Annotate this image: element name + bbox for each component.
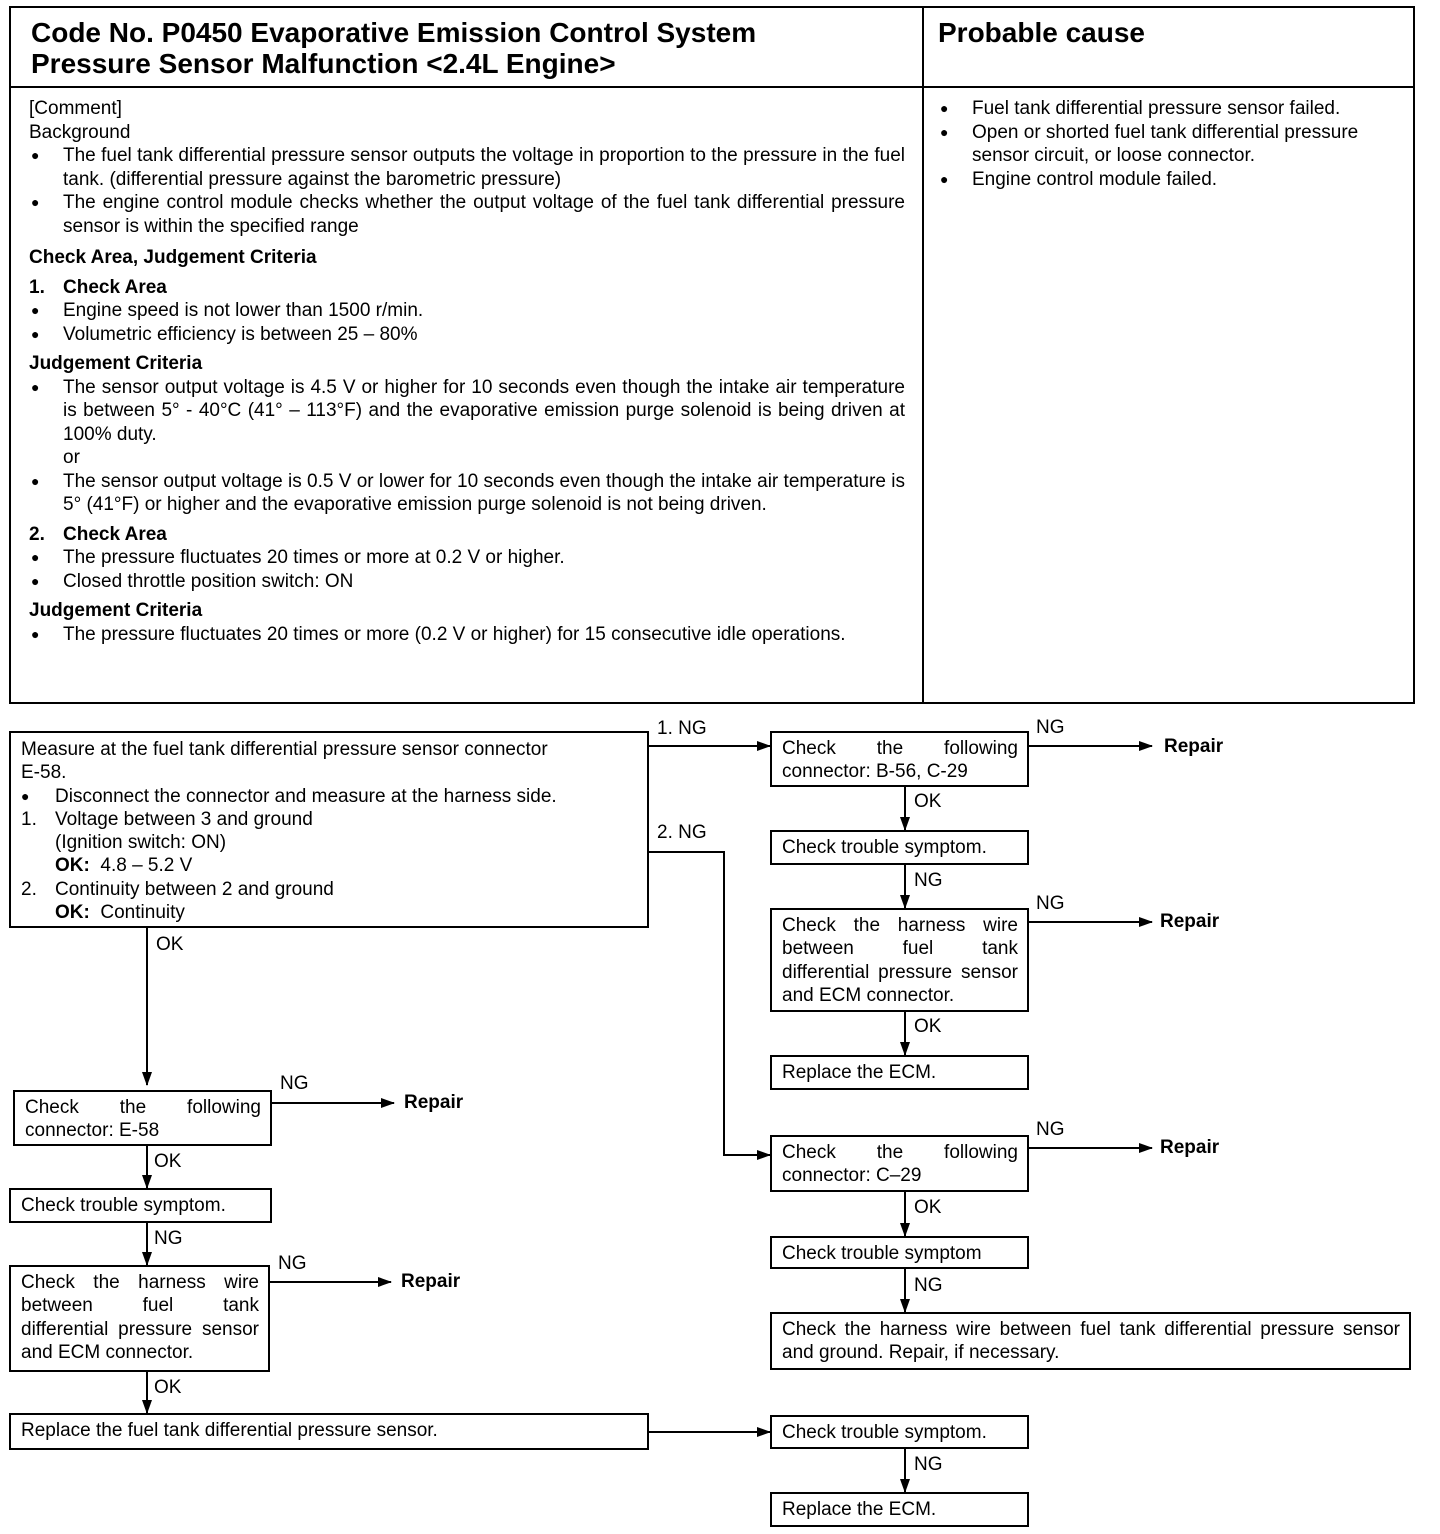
item-number: 1.: [29, 276, 45, 298]
list-item: ● Closed throttle position switch: ON: [29, 570, 905, 594]
step-ok: [55, 901, 638, 924]
item1-check-list: [29, 299, 905, 346]
comment-label: [Comment]: [29, 98, 122, 119]
ok-label: OK:: [55, 855, 90, 877]
column-divider: [922, 8, 924, 702]
check-harness-ground-box: Check the harness wire between fuel tank differential pressure sensor and ground. Repair, if necessary.: [770, 1312, 1411, 1370]
ok-label: OK: [154, 1377, 182, 1398]
check-trouble-symptom-box: Check trouble symptom.: [9, 1188, 272, 1223]
check-trouble-symptom-box: Check trouble symptom.: [770, 1415, 1029, 1449]
list-item: ● The sensor output voltage is 0.5 V or lower for 10 seconds even though the intake air temperature is 5° (41°F) or higher and the evaporative emission purge solenoid is not being driven.: [29, 470, 905, 517]
diagnostic-table: [9, 6, 1415, 704]
check-harness-ecm-box: Check the harness wire between fuel tank differential pressure sensor and ECM connector.: [9, 1265, 270, 1372]
step-text: Continuity between 2 and ground: [55, 878, 334, 900]
check-area-label: Check Area: [63, 523, 167, 545]
ng-label: NG: [280, 1073, 309, 1094]
item2-judgement-list: [29, 623, 905, 647]
measure-bullet: ● Disconnect the connector and measure at the harness side.: [21, 785, 638, 808]
check-connector-e58-box: Check the following connector: E-58: [13, 1090, 272, 1146]
check-trouble-symptom-box: Check trouble symptom: [770, 1236, 1029, 1269]
replace-ecm-box: Replace the ECM.: [770, 1492, 1029, 1527]
repair-label: Repair: [1164, 736, 1224, 757]
ng-label: NG: [914, 1275, 943, 1296]
ng-label: NG: [1036, 1119, 1065, 1140]
list-item: ● Open or shorted fuel tank differential pressure sensor circuit, or loose connector.: [938, 121, 1408, 168]
measure-step-1: [21, 808, 638, 878]
list-item: ● Engine speed is not lower than 1500 r/min.: [29, 299, 905, 323]
measure-step-box: [9, 731, 649, 928]
background-label: Background: [29, 121, 131, 143]
or-label: or: [63, 447, 80, 468]
measure-instruction: Measure at the fuel tank differential pressure sensor connector E-58.: [21, 739, 548, 784]
code-title-line1: Code No. P0450 Evaporative Emission Control System: [31, 17, 757, 48]
ok-label: OK: [914, 1016, 942, 1037]
replace-ecm-box: Replace the ECM.: [770, 1055, 1029, 1090]
item1-judgement-list-b: [29, 470, 905, 517]
ng-label: NG: [914, 870, 943, 891]
ng-label: NG: [914, 1454, 943, 1475]
list-item: ● Engine control module failed.: [938, 168, 1408, 192]
probable-cause-section: [938, 97, 1408, 191]
ng-label: NG: [1036, 893, 1065, 914]
check-area-label: Check Area: [63, 276, 167, 298]
ng-label: NG: [154, 1228, 183, 1249]
repair-label: Repair: [1160, 1137, 1220, 1158]
ok-label: OK: [914, 1197, 942, 1218]
list-item: ● Fuel tank differential pressure sensor failed.: [938, 97, 1408, 121]
ng-label: NG: [1036, 717, 1065, 738]
item1-heading: [29, 276, 905, 300]
list-item: ● The pressure fluctuates 20 times or more at 0.2 V or higher.: [29, 546, 905, 570]
check-connector-b56-c29-box: Check the following connector: B-56, C-29: [770, 731, 1029, 787]
check-harness-ecm-box: Check the harness wire between fuel tank differential pressure sensor and ECM connector.: [770, 908, 1029, 1012]
ok-value: 4.8 – 5.2 V: [100, 855, 193, 877]
step-number: 2.: [21, 878, 37, 900]
branch-label-2-ng: 2. NG: [657, 822, 707, 843]
repair-label: Repair: [404, 1092, 464, 1113]
ok-label: OK:: [55, 902, 90, 924]
header-divider: [11, 86, 1413, 88]
item1-judgement-list-a: [29, 376, 905, 447]
repair-label: Repair: [401, 1271, 461, 1292]
ok-label: OK: [154, 1151, 182, 1172]
ok-label: OK: [914, 791, 942, 812]
comment-section: [29, 97, 905, 646]
replace-sensor-box: Replace the fuel tank differential pressure sensor.: [9, 1413, 649, 1450]
ok-value: Continuity: [100, 902, 185, 924]
ng-label: NG: [278, 1253, 307, 1274]
ok-label: OK: [156, 934, 184, 955]
step-condition: (Ignition switch: ON): [55, 832, 227, 854]
list-item: ● Volumetric efficiency is between 25 – 80%: [29, 323, 905, 347]
judgement-label: Judgement Criteria: [29, 600, 203, 621]
step-text: Voltage between 3 and ground: [55, 808, 313, 830]
judgement-label: Judgement Criteria: [29, 353, 203, 374]
item2-check-list: [29, 546, 905, 593]
probable-cause-title: Probable cause: [938, 17, 1145, 48]
list-item: ● The pressure fluctuates 20 times or more (0.2 V or higher) for 15 consecutive idle operations.: [29, 623, 905, 647]
check-trouble-symptom-box: Check trouble symptom.: [770, 830, 1029, 865]
criteria-title: Check Area, Judgement Criteria: [29, 247, 317, 268]
list-item: ● The fuel tank differential pressure sensor outputs the voltage in proportion to the pressure in the fuel tank. (differential pressure against the barometric pressure): [29, 144, 905, 191]
cause-list: [938, 97, 1408, 191]
list-item: ● The sensor output voltage is 4.5 V or higher for 10 seconds even though the intake air temperature is between 5° - 40°C (41° – 113°F) and the evaporative emission purge solenoid is being driven at 100% duty.: [29, 376, 905, 447]
measure-step-2: [21, 878, 638, 925]
branch-label-1-ng: 1. NG: [657, 718, 707, 739]
repair-label: Repair: [1160, 911, 1220, 932]
list-item: ● The engine control module checks whether the output voltage of the fuel tank differential pressure sensor is within the specified range: [29, 191, 905, 238]
step-ok: [55, 854, 638, 877]
code-title: [31, 17, 911, 79]
background-list: [29, 144, 905, 238]
step-number: 1.: [21, 808, 37, 830]
check-connector-c29-box: Check the following connector: C–29: [770, 1135, 1029, 1192]
item-number: 2.: [29, 523, 45, 545]
item2-heading: [29, 523, 905, 547]
code-title-line2: Pressure Sensor Malfunction <2.4L Engine>: [31, 48, 616, 79]
